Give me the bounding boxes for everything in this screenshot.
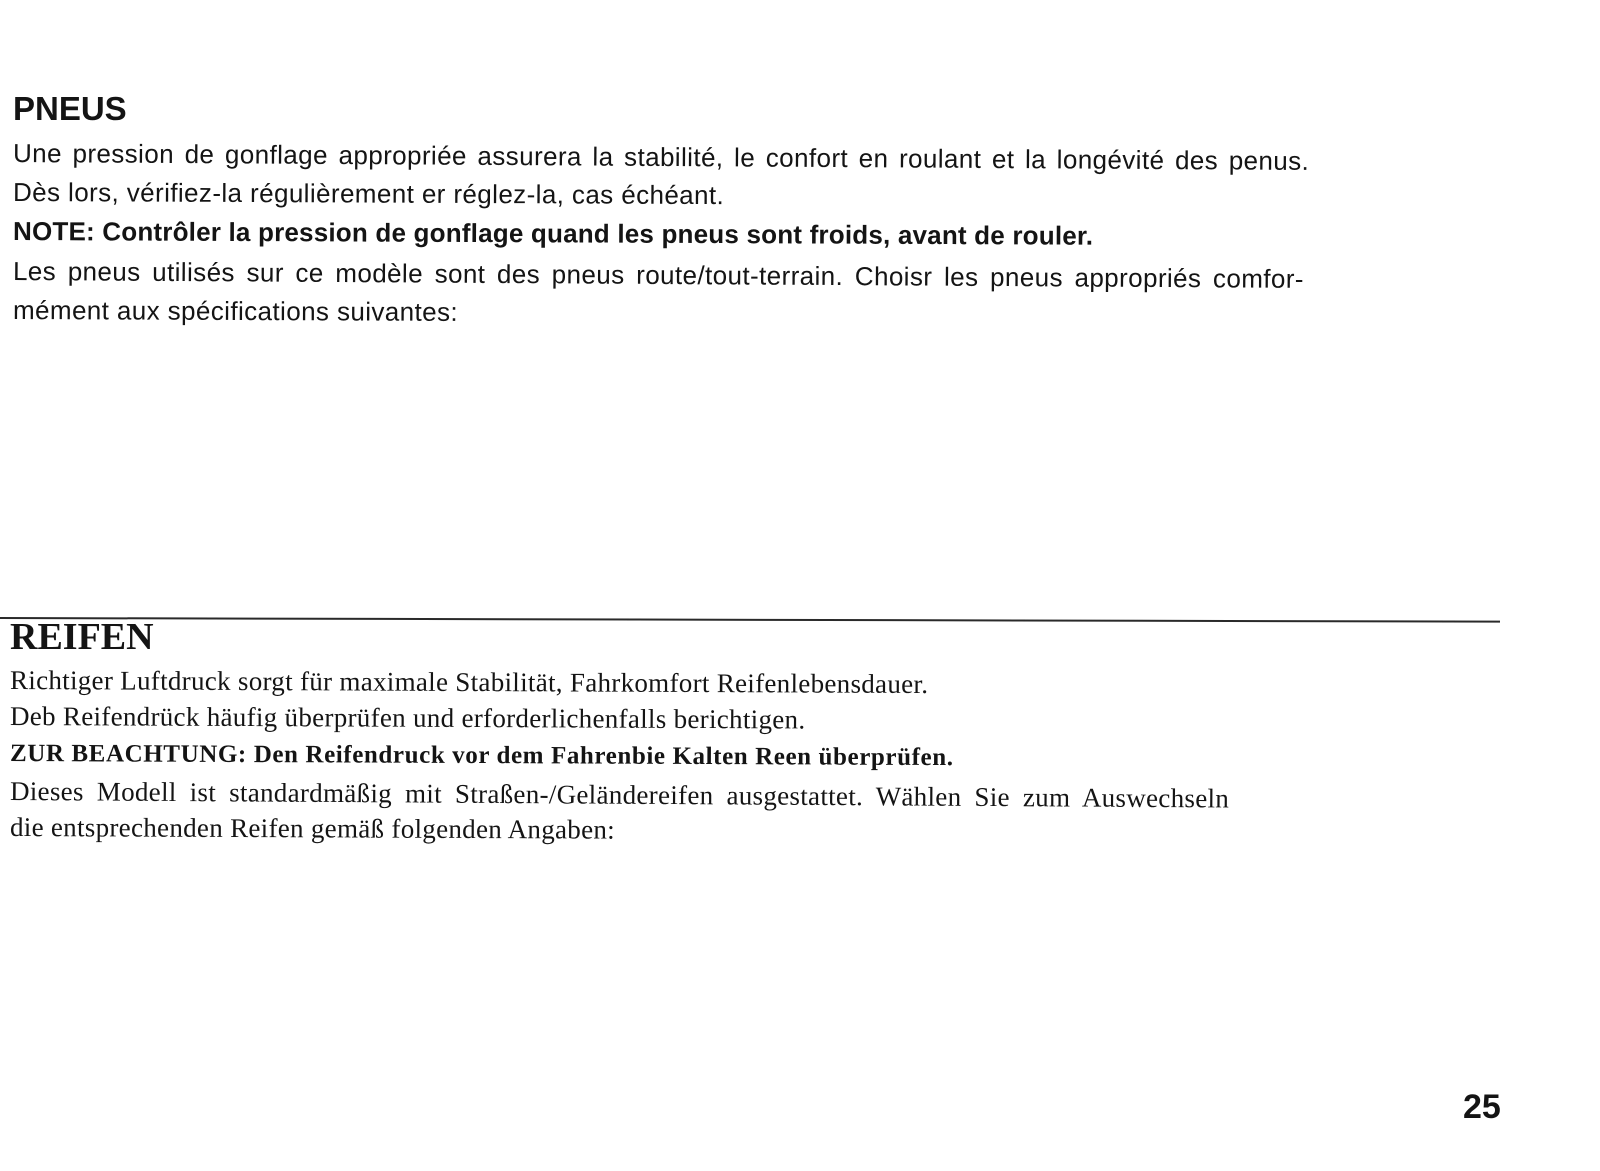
pneus-heading: PNEUS <box>13 90 127 127</box>
reifen-paragraph-line-4: die entsprechenden Reifen gemäß folgenden Angaben: <box>9 812 616 845</box>
reifen-paragraph-line-3: Dieses Modell ist standardmäßig mit Straßen-/Geländereifen ausgestattet. Wählen Sie zum Auswechseln <box>9 776 1230 814</box>
pneus-paragraph-line-4: mément aux spécifications suivantes: <box>12 295 459 327</box>
pneus-note: NOTE: Contrôler la pression de gonflage quand les pneus sont froids, avant de rouler. <box>12 216 1094 251</box>
pneus-paragraph-line-2: Dès lors, vérifiez-la régulièrement er réglez-la, cas échéant. <box>12 177 725 211</box>
reifen-heading: REIFEN <box>10 616 154 658</box>
page-number: 25 <box>1463 1088 1501 1126</box>
pneus-paragraph-line-1: Une pression de gonflage appropriée assurera la stabilité, le confort en roulant et la longévité des penus. <box>12 138 1310 176</box>
section-divider <box>0 617 1500 623</box>
pneus-paragraph-line-3: Les pneus utilisés sur ce modèle sont des pneus route/tout-terrain. Choisr les pneus appropriés comfor- <box>12 256 1305 294</box>
reifen-note: ZUR BEACHTUNG: Den Reifendruck vor dem Fahrenbie Kalten Reen überprüfen. <box>9 740 954 772</box>
reifen-paragraph-line-1: Richtiger Luftdruck sorgt für maximale Stabilität, Fahrkomfort Reifenlebensdauer. <box>9 665 929 700</box>
reifen-paragraph-line-2: Deb Reifendrück häufig überprüfen und erforderlichenfalls berichtigen. <box>9 701 806 735</box>
